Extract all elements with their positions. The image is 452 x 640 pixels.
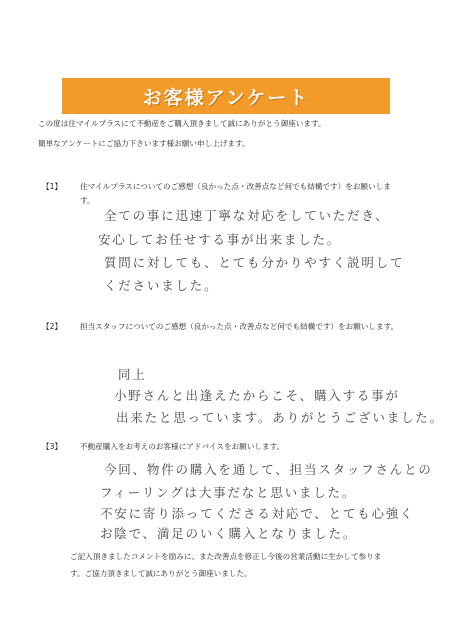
question-2 [42,320,412,350]
question-3-text: 不動産購入をお考えのお客様にアドバイスをお願いします。 [80,442,285,451]
question-2-text: 担当スタッフについてのご感想（良かった点・改善点など何でも結構です）をお願いします。 [80,322,399,331]
answer-2-line-3: 出来たと思っています。ありがとうございました。 [116,410,444,425]
question-2-number: 【2】 [42,322,63,331]
question-1-number: 【1】 [42,182,63,191]
answer-1-line-1: 全ての事に迅速丁寧な対応をしていただき、 [104,208,390,223]
survey-title: お客様アンケート [142,86,310,109]
intro-line-1: この度は住マイルプラスにて不動産をご購入頂きまして誠にありがとう御座います。 [38,119,326,128]
closing-line-2: す。ご協力頂きまして誠にありがとう御座いました。 [70,569,252,578]
answer-3-line-1: 今回、物件の購入を通して、担当スタッフさんとの [104,462,433,477]
survey-title-banner [62,78,390,114]
answer-1-line-4: くださいました。 [104,278,219,293]
question-1-text: 住マイルプラスについてのご感想（良かった点・改善点など何でも結構です）をお願いします。 [80,182,391,205]
answer-3-line-3: 不安に寄り添ってくださる対応で、とても心強く [100,506,415,521]
answer-1-line-2: 安心してお任せする事が出来ました。 [98,232,342,247]
question-3 [42,440,412,456]
answer-1-line-3: 質問に対しても、とても分かりやすく説明して [104,255,405,270]
answer-2-line-1: 同上 [118,367,147,382]
answer-3-line-2: フィーリングは大事だなと思いました。 [100,485,357,500]
answer-2-line-2: 小野さんと出逢えたからこそ、購入する事が [114,388,400,403]
intro-line-2: 簡単なアンケートにご協力下さいます様お願い申し上げます。 [38,139,250,148]
closing-line-1: ご記入頂きましたコメントを励みに、また改善点を修正し今後の営業活動に生かして参りま [70,552,382,561]
question-3-number: 【3】 [42,442,63,451]
answer-3-line-4: お陰で、満足のいく購入となりました。 [100,526,358,541]
